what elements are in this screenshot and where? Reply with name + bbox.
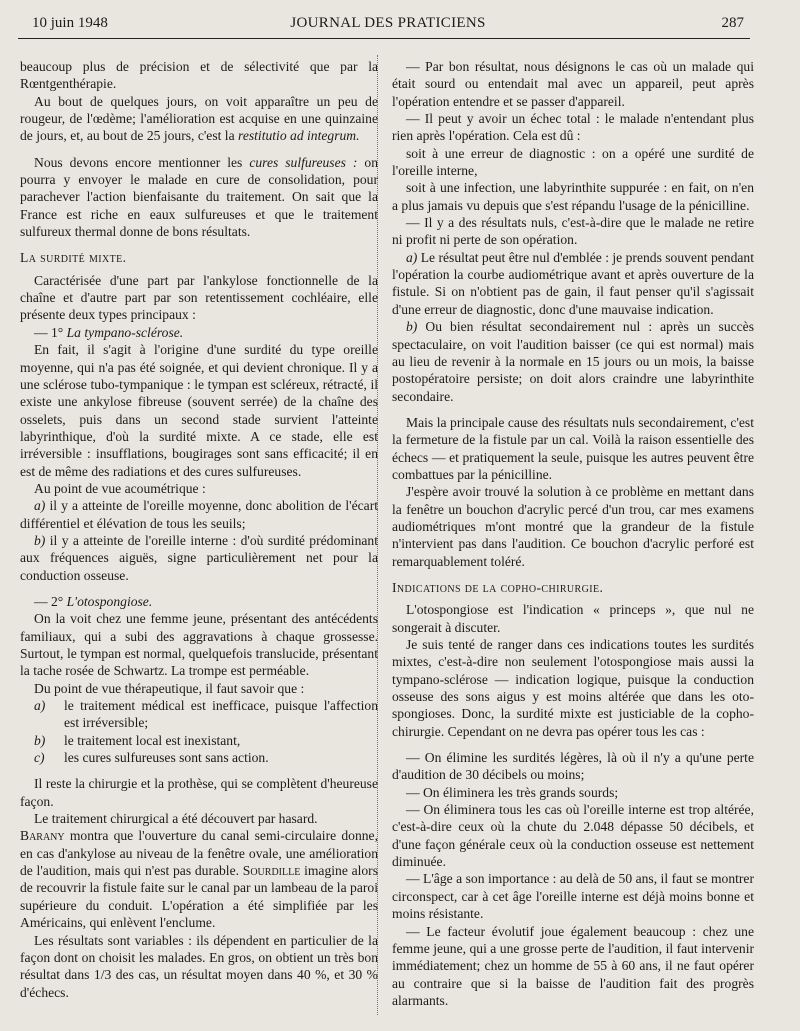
right-column — [392, 58, 754, 1009]
section-heading: La surdité mixte. — [20, 250, 127, 266]
paragraph: Les résultats sont variables : ils dépendent en particulier de la façon dont on choisit les malades. En gros, on obtient un très bon résultat dans 1/3 des cas, un résultat moyen dans 40 %, et 30 % d'échecs. — [20, 932, 378, 1000]
running-header — [32, 12, 744, 38]
list-item: b) le traitement local est inexistant, — [34, 732, 241, 748]
issue-date: 10 juin 1948 — [32, 15, 108, 31]
paragraph: Au point de vue acoumétrique : — [34, 480, 206, 496]
paragraph: soit à une infection, une labyrinthite suppurée : en fait, on n'en a plus jamais vu depuis que s'est répandu l'usage de la pénicilline. — [392, 180, 754, 213]
left-column — [20, 58, 378, 1001]
list-item: b) Ou bien résultat secondairement nul : après un succès spectaculaire, on voit l'audition baisser (ce qui est normal) mais au lieu de revenir à la normale en 15 jours ou un mois, la baisse postopératoire persiste; on doit alors craindre une labyrinthite secondaire. — [392, 319, 755, 404]
paragraph: Barany montra que l'ouverture du canal semi-circulaire donne, en cas d'ankylose au niveau de la fenêtre ovale, une amélioration de l'audition, mais qui n'est pas durable. Sourdille imagine alors de recouvrir la fistule faite sur le canal par un lambeau de la paroi supérieure du conduit. L'opération a été simplifiée par les Américains, qui enlèvent l'enclume. — [20, 828, 378, 931]
paragraph: Au bout de quelques jours, on voit apparaître un peu de rougeur, de l'œdème; l'amélioration est acquise en une quinzaine de jours, et, au bout de 25 jours, c'est la restitutio ad integrum. — [20, 93, 378, 144]
paragraph: J'espère avoir trouvé la solution à ce problème en mettant dans la fenêtre un bouchon d'acrylic percé d'un trou, car mes examens audiométriques m'ont montré que la grandeur de la fistule n'intervient pas dans l'audition. Ce bouchon d'acrylic perforé est remarquablement toléré. — [392, 484, 754, 569]
list-item: c) les cures sulfureuses sont sans action. — [34, 750, 269, 766]
paragraph: L'otospongiose est l'indication « princeps », que nul ne songerait à discuter. — [392, 602, 754, 635]
paragraph: Caractérisée d'une part par l'ankylose fonctionnelle de la chaîne et d'autre part par son retentissement cochléaire, elle présente deux types principaux : — [20, 272, 378, 323]
paragraph: On la voit chez une femme jeune, présentant des antécédents familiaux, qui a subi des aggravations à chaque grossesse. Surtout, le tympan est normal, quelquefois translucide, présentant la tache rosée de Schwartz. La trompe est perméable. — [20, 611, 378, 679]
paragraph: Il reste la chirurgie et la prothèse, qui se complètent d'heureuse façon. — [20, 776, 378, 809]
paragraph: — On éliminera les très grands sourds; — [406, 784, 619, 800]
paragraph: — Le facteur évolutif joue également beaucoup : chez une femme jeune, qui a une grosse perte de l'audition, il faut intervenir immédiatement; chez un homme de 55 à 60 ans, il ne faut opérer au contraire que si la baisse de l'audition fait des progrès alarmants. — [392, 923, 754, 1008]
subheading: — 1° La tympano-sclérose. — [34, 324, 184, 340]
paragraph: beaucoup plus de précision et de sélectivité que par la Rœntgenthérapie. — [20, 59, 378, 92]
subheading: — 2° L'otospongiose. — [34, 593, 153, 609]
paragraph: — Il peut y avoir un échec total : le malade n'entendant plus rien après l'opération. Cela est dû : — [392, 111, 754, 144]
paragraph: Mais la principale cause des résultats nuls secondairement, c'est la fermeture de la fistule par un cal. Voilà la raison essentielle des échecs — et pratiquement la seule, puisque les autres peuvent être combattues par la pénicilline. — [392, 414, 754, 482]
paragraph: Le traitement chirurgical a été découvert par hasard. — [34, 811, 318, 827]
list-item: a) Le résultat peut être nul d'emblée : je prends souvent pendant l'opération la courbe audiométrique avant et après ouverture de la fistule. Si on n'obtient pas de gain, il faut penser qu'il s'agissait d'une erreur de diagnostic, donc d'une mauvaise indication. — [392, 249, 754, 317]
paragraph: — On élimine les surdités légères, là où il n'y a qu'une perte d'audition de 30 décibels ou moins; — [392, 750, 754, 783]
list-item: a) le traitement médical est inefficace, puisque l'affection est irréversible; — [34, 698, 378, 731]
journal-title: JOURNAL DES PRATICIENS — [290, 15, 486, 31]
paragraph: — Par bon résultat, nous désignons le cas où un malade qui était sourd ou entendait mal avec un appareil, peut après l'opération entendre et se passer d'appareil. — [392, 59, 754, 109]
paragraph: Du point de vue thérapeutique, il faut savoir que : — [34, 680, 305, 696]
paragraph: — On éliminera tous les cas où l'oreille interne est trop altérée, c'est-à-dire ceux où la chute du 2.048 dépasse 50 décibels, et d'une façon générale ceux où la conduction osseuse est nettement diminuée. — [392, 802, 754, 870]
page-number: 287 — [721, 15, 744, 31]
paragraph: — L'âge a son importance : au delà de 50 ans, il faut se montrer circonspect, car à cet âge l'oreille interne est déjà moins bonne et moins résistante. — [392, 871, 754, 922]
paragraph: Nous devons encore mentionner les cures sulfureuses : on pourra y envoyer le malade en cure de consolidation, pour parachever l'action bienfaisante du traitement. On sait que la France est riche en eaux sulfureuses et que le traitement sulfureux thermal donne de bons résultats. — [20, 154, 378, 240]
paragraph: En fait, il s'agit à l'origine d'une surdité du type oreille moyenne, qui n'a pas été soignée, et qui devient chronique. Il y a une sclérose tubo-tympanique : le tympan est scléreux, rétracté, il existe une ankylose fibreuse (souvent serrée) de la chaîne des osselets, puis dans un second stade survient l'atteinte labyrinthique, d'où la surdité mixte. A ce stade, elle est irréversible : insufflations, bougirages sont sans efficacité; il en est de même des radiations et des cures sulfureuses. — [20, 342, 378, 479]
list-item: b) il y a atteinte de l'oreille interne : d'où surdité prédominant aux fréquences aiguës, signe particulièrement net pour la conduction osseuse. — [20, 532, 378, 583]
list-item: a) il y a atteinte de l'oreille moyenne, donc abolition de l'écart différentiel et élévation de tous les seuils; — [20, 498, 379, 531]
header-rule — [18, 38, 750, 39]
paragraph: soit à une erreur de diagnostic : on a opéré une surdité de l'oreille interne, — [392, 145, 754, 179]
paragraph: Je suis tenté de ranger dans ces indications toutes les surdités mixtes, c'est-à-dire non seulement l'otospongiose mais aussi la tympano-sclérose — indication logique, puisque la conduction osseuse des sons aigus y est moins altérée que dans les oto-spongioses. Donc, la surdité mixte est justiciable de la copho-chirurgie. Cependant on ne devra pas opérer tous les cas : — [392, 637, 754, 739]
section-heading: Indications de la copho-chirurgie. — [392, 579, 604, 595]
paragraph: — Il y a des résultats nuls, c'est-à-dire que le malade ne retire ni profit ni perte de son opération. — [392, 215, 754, 248]
